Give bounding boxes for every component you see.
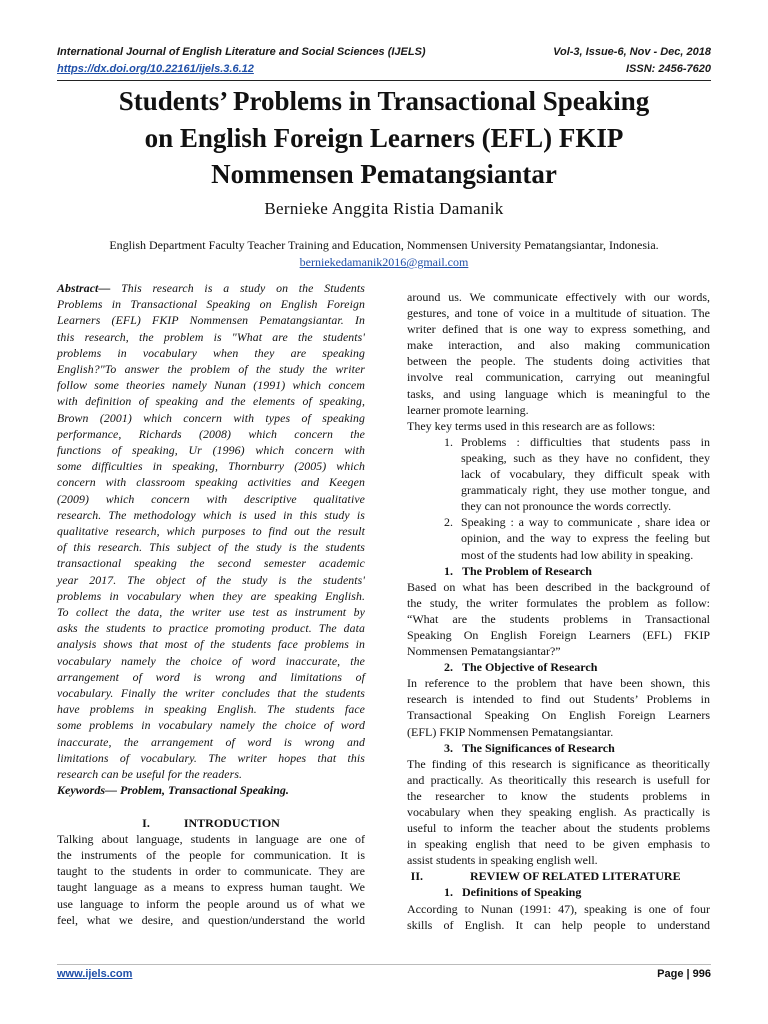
running-footer [57, 968, 711, 980]
text-line: speaking, such as they have no confident, they [461, 450, 710, 465]
abstract-line: with definition of speaking and the elements of speaking, [57, 394, 365, 409]
abstract-line: research. The methodology which is used in this study is [57, 507, 365, 522]
text-line: taught language as a means to express human taught. We [57, 880, 365, 895]
text-line: involve real communication, carrying out meaningful [407, 370, 710, 385]
text-line: Transactional Speaking On English Foreign Learners [407, 708, 710, 723]
abstract-line: vocabulary. Finally the writer concludes that the students [57, 686, 365, 701]
text-line: the study, the writer formulates the problem as follow: [407, 595, 710, 610]
text-line: the instruments of the people for communication. It is [57, 847, 365, 862]
abstract-line: some difficulties in speaking, Thornburry (2005) which [57, 459, 365, 474]
keywords: Keywords— Problem, Transactional Speaking. [57, 783, 289, 798]
abstract-text: This research is a study on the Students [110, 281, 365, 295]
abstract-line: English?"To answer the problem of the study the writer [57, 362, 365, 377]
list-number: 2. [444, 515, 453, 530]
text-line: opinion, and the way to express the feeling but [461, 531, 710, 546]
text-line: research is intended to find out Students’ Problems in [407, 692, 710, 707]
text-line: most of the students had low ability in speaking. [461, 547, 694, 562]
text-line: feel, what we desire, and question/understand the world [57, 912, 365, 927]
text-line: grammaticaly right, they use mother tongue, and [461, 483, 710, 498]
abstract-line: problems in vocabulary when they are speaking English. [57, 588, 365, 603]
page-number: Page | 996 [657, 968, 711, 980]
section-number: 3. [444, 740, 453, 755]
abstract-label: Abstract— [57, 281, 111, 295]
paragraph [407, 579, 710, 659]
abstract-line: this research, the problem is "What are the students' [57, 329, 365, 344]
author-email-link[interactable]: berniekedamanik2016@gmail.com [299, 255, 469, 269]
text-line: Based on what has been described in the background of [407, 579, 710, 594]
abstract-line [57, 280, 365, 296]
paragraph [407, 418, 710, 434]
affiliation: English Department Faculty Teacher Training and Education, Nommensen University Pematangsiantar, Indonesia. [109, 238, 659, 252]
running-header [57, 43, 711, 77]
abstract-line: follow some theories namely Nunan (1991) which concem [57, 378, 365, 393]
abstract-line: Brown (2001) which concern with types of speaking [57, 410, 365, 425]
paragraph [407, 901, 710, 933]
text-line: Nommensen Pematangsiantar?” [407, 644, 561, 659]
text-line: gestures, and tone of voice in a multitude of situation. The [407, 306, 710, 321]
abstract-line: have problems in speaking English. The students face [57, 702, 365, 717]
text-line: Speaking : a way to communicate , share idea or [461, 515, 710, 530]
abstract-line: analysis shows that most of the students face problems in [57, 637, 365, 652]
text-line: assist students in speaking english well. [407, 853, 598, 868]
title-line: Students’ Problems in Transactional Speaking [118, 86, 650, 116]
text-line: Problems : difficulties that students pass in [461, 434, 710, 449]
right-column [407, 289, 710, 933]
abstract-line: functions of speaking, Ur (1996) which concern with [57, 443, 365, 458]
footer-divider [57, 964, 711, 965]
text-line: use language to inform the people around us of what we [57, 896, 365, 911]
section-number: II. [410, 869, 423, 884]
text-line: skills of English. It can help people to understand [407, 917, 710, 932]
abstract [57, 280, 365, 782]
text-line: they can not pronounce the words correctly. [461, 499, 672, 514]
abstract-line: limitations of vocabulary. The writer hopes that this [57, 750, 365, 765]
section-title: REVIEW OF RELATED LITERATURE [470, 869, 681, 884]
section-number: 1. [444, 885, 453, 900]
section-heading [407, 563, 710, 579]
paragraph [57, 831, 365, 928]
text-line: lack of vocabulary, they difficult speak with [461, 467, 710, 482]
section-title: INTRODUCTION [183, 815, 280, 830]
text-line: make interaction, and also making communication [407, 338, 710, 353]
text-line: According to Nunan (1991: 47), speaking is one of four [407, 901, 710, 916]
text-line: useful to inform the teacher about the students problems [407, 821, 710, 836]
paragraph [407, 289, 710, 418]
abstract-line: concern with classroom speaking activities and Keegen [57, 475, 365, 490]
section-title: Definitions of Speaking [462, 885, 582, 900]
section-number: 1. [444, 563, 453, 578]
text-line: taught to the students in order to communicate. They are [57, 864, 365, 879]
title-line: on English Foreign Learners (EFL) FKIP [144, 122, 624, 153]
abstract-line: To collect the data, the writer use test as instrument by [57, 605, 365, 620]
paragraph [407, 756, 710, 869]
abstract-line: performance, Richards (2008) which concern the [57, 426, 365, 441]
abstract-line: of this research. This subject of the study is the students [57, 540, 365, 555]
text-line: They key terms used in this research are as follows: [407, 418, 656, 433]
abstract-line: Learners (EFL) FKIP Nommensen Pematangsiantar. In [57, 313, 365, 328]
text-line: “What are the students problems in Transactional [407, 611, 710, 626]
affiliation-block [0, 237, 768, 271]
abstract-line: arrangement of word is wrong and limitations of [57, 669, 365, 684]
section-heading [407, 884, 710, 900]
journal-website-link[interactable]: www.ijels.com [57, 968, 133, 980]
abstract-line: problems in vocabulary when they are speaking [57, 345, 365, 360]
section-heading [57, 815, 365, 831]
list-item-text [461, 434, 710, 514]
text-line: The finding of this research is significance as theoritically [407, 756, 710, 771]
abstract-line: research can be useful for the readers. [57, 767, 243, 782]
text-line: around us. We communicate effectively with our words, [407, 290, 710, 304]
list-item-text [461, 514, 710, 562]
text-line: the researcher to know the students problems in [407, 788, 710, 803]
section-heading [407, 659, 710, 675]
doi-link[interactable]: https://dx.doi.org/10.22161/ijels.3.6.12 [57, 62, 254, 75]
text-line: vocabulary when they speaking english. As practically is [407, 805, 710, 819]
text-line: learner promote learning. [407, 402, 529, 417]
abstract-line: transactional speaking the second semester academic [57, 556, 365, 571]
abstract-line: inaccurate, the arrangement of word is wrong and [57, 734, 365, 749]
list-item [407, 514, 710, 562]
abstract-line: qualitative research, which purposes to find out the result [57, 524, 365, 539]
paper-title [0, 83, 768, 193]
abstract-line: asks the students to practice promoting product. The data [57, 621, 365, 636]
section-heading [407, 740, 710, 756]
journal-name: International Journal of English Literature and Social Sciences (IJELS) [57, 45, 426, 58]
author-name: Bernieke Anggita Ristia Damanik [264, 199, 504, 218]
text-line: writer defined that is one way to express something, and [407, 322, 710, 337]
left-column [57, 280, 365, 928]
issn: ISSN: 2456-7620 [626, 62, 711, 75]
section-title: The Problem of Research [462, 563, 592, 578]
text-line: Talking about language, students in language are one of [57, 831, 365, 846]
section-number: I. [142, 815, 150, 830]
text-line: Speaking On English Foreign Learners (EFL) FKIP [407, 627, 710, 642]
abstract-line: vocabulary namely the choice of word inaccurate, the [57, 653, 365, 668]
paragraph [407, 675, 710, 739]
section-number: 2. [444, 660, 453, 675]
section-title: The Objective of Research [462, 660, 598, 675]
list-item [407, 434, 710, 514]
abstract-line: (2009) which concern with descriptive qualitative [57, 491, 365, 506]
abstract-line: year 2017. The object of the study is the students' [57, 572, 365, 587]
text-line: (EFL) FKIP Nommensen Pematangsiantar. [407, 724, 614, 739]
abstract-line: some problems in vocabulary namely the choice of word [57, 718, 365, 733]
text-line: tasks, and using language which is meaningful to the [407, 386, 710, 401]
text-line: In reference to the problem that have been shown, this [407, 676, 710, 691]
section-heading [407, 868, 710, 884]
section-title: The Significances of Research [462, 740, 615, 755]
volume-issue: Vol-3, Issue-6, Nov - Dec, 2018 [553, 45, 711, 58]
list-number: 1. [444, 434, 453, 449]
header-divider [57, 80, 711, 81]
text-line: between the people. The students doing activities that [407, 354, 710, 369]
text-line: and practically. As theoritically this research is usefull for [407, 772, 710, 787]
title-line: Nommensen Pematangsiantar [211, 159, 557, 189]
text-line: in speaking english that need to be given emphasis to [407, 837, 710, 852]
abstract-line: Problems in Transactional Speaking on English Foreign [57, 297, 365, 312]
